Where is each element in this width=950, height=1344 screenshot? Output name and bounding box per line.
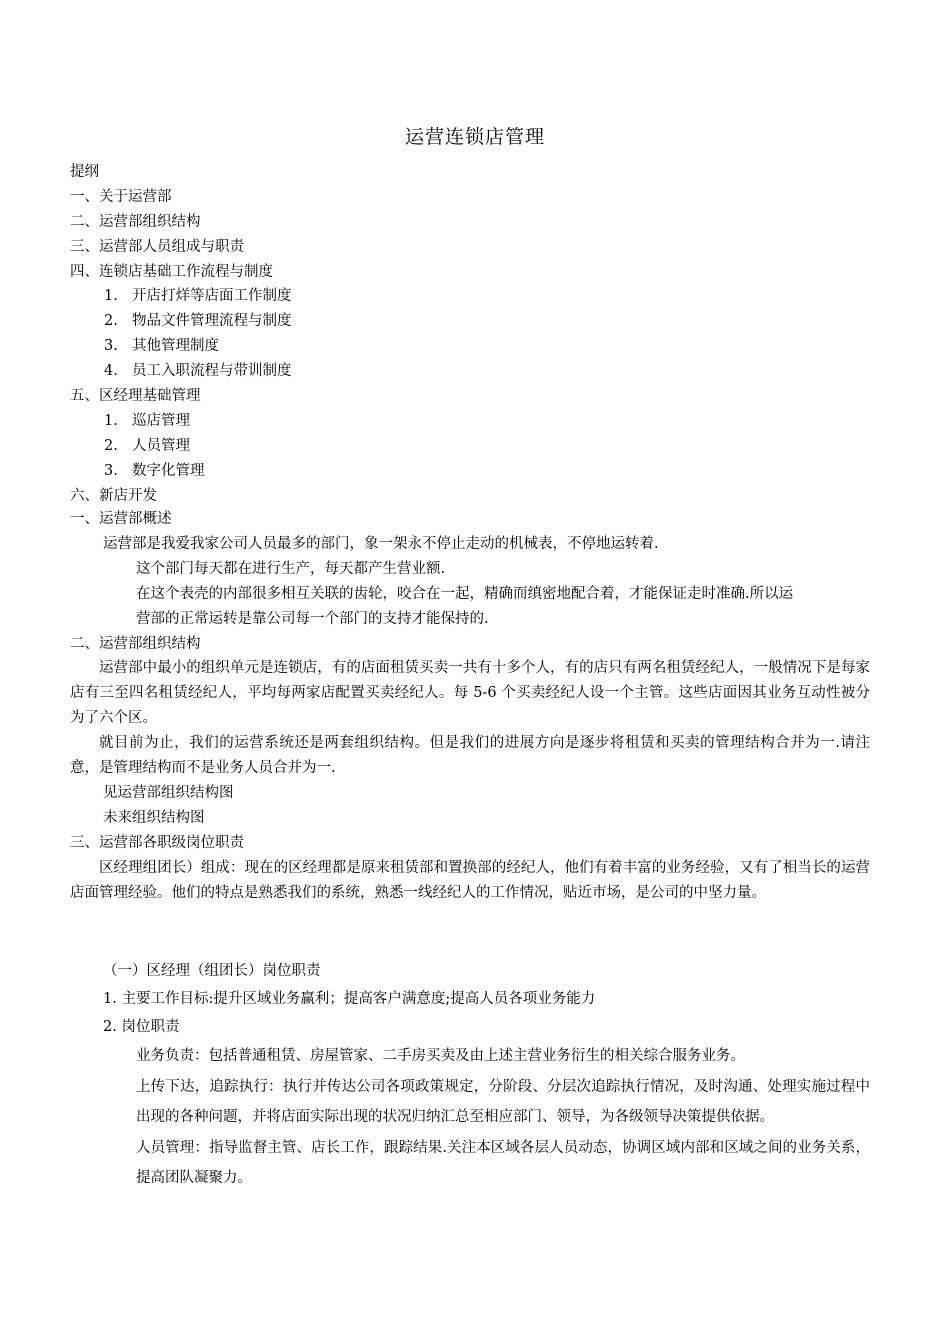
- duty-item: 上传下达，追踪执行：执行并传达公司各项政策规定，分阶段、分层次追踪执行情况，及时沟通、处理实施过程中出现的各种问题，并将店面实际出现的状况归纳汇总至相应部门、领导，为各级领导决策提供依据。: [136, 1078, 870, 1125]
- list-item: 1. 主要工作目标:提升区域业务赢利；提高客户满意度;提高人员各项业务能力: [103, 991, 596, 1007]
- duty-list: [70, 1041, 870, 1194]
- outline-subitem: 2. 物品文件管理流程与制度: [104, 313, 292, 330]
- paragraph: 就目前为止，我们的运营系统还是两套组织结构。但是我们的进展方向是逐步将租赁和买卖的管理结构合并为一.请注意，是管理结构而不是业务人员合并为一.: [70, 735, 870, 777]
- document-body: [70, 507, 870, 906]
- outline-item: 四、连锁店基础工作流程与制度: [70, 263, 273, 280]
- duty-item: 人员管理：指导监督主管、店长工作，跟踪结果.关注本区域各层人员动态，协调区域内部和区域之间的业务关系，提高团队凝聚力。: [136, 1139, 870, 1186]
- outline-item: 六、新店开发: [70, 487, 157, 504]
- outline-item: 二、运营部组织结构: [70, 213, 201, 230]
- outline-item: 五、区经理基础管理: [70, 388, 201, 405]
- outline-subitem: 4. 员工入职流程与带训制度: [104, 363, 292, 380]
- outline-subitem: 1. 巡店管理: [104, 412, 190, 429]
- outline: [70, 160, 870, 508]
- paragraph: 区经理组团长）组成：现在的区经理都是原来租赁部和置换部的经纪人，他们有着丰富的业务经验，又有了相当长的运营店面管理经验。他们的特点是熟悉我们的系统，熟悉一线经纪人的工作情况，贴近市场，是公司的中坚力量。: [70, 859, 870, 901]
- future-org-chart-reference: 未来组织结构图: [103, 809, 205, 826]
- outline-heading: 提纲: [70, 164, 99, 180]
- section-heading: 一、运营部概述: [70, 511, 172, 527]
- outline-subitem: 2. 人员管理: [104, 437, 190, 454]
- outline-item: 三、运营部人员组成与职责: [70, 238, 244, 255]
- sub-heading: （一）区经理（组团长）岗位职责: [103, 963, 321, 979]
- paragraph: 运营部中最小的组织单元是连锁店，有的店面租赁买卖一共有十多个人，有的店只有两名租赁经纪人，一般情况下是每家店有三至四名租赁经纪人，平均每两家店配置买卖经纪人。每 5-6 个买卖经纪人设一个主管。这些店面因其业务互动性被分为了六个区。: [70, 660, 870, 727]
- paragraph: 在这个表壳的内部很多相互关联的齿轮，咬合在一起，精确而缜密地配合着，才能保证走时准确.所以运: [136, 585, 794, 602]
- org-chart-reference: 见运营部组织结构图: [103, 784, 234, 801]
- document-title: 运营连锁店管理: [404, 126, 545, 148]
- outline-item: 一、关于运营部: [70, 188, 172, 205]
- duty-item: 业务负责：包括普通租赁、房屋管家、二手房买卖及由上述主营业务衍生的相关综合服务业务。: [136, 1048, 745, 1064]
- outline-subitem: 1. 开店打烊等店面工作制度: [104, 288, 292, 305]
- outline-subitem: 3. 数字化管理: [104, 462, 205, 479]
- paragraph: 这个部门每天都在进行生产，每天都产生营业额.: [136, 560, 446, 577]
- paragraph-continuation: 营部的正常运转是靠公司每一个部门的支持才能保持的.: [136, 610, 489, 627]
- paragraph: 运营部是我爱我家公司人员最多的部门，象一架永不停止走动的机械表，不停地运转着.: [103, 535, 659, 552]
- list-item: 2. 岗位职责: [103, 1019, 180, 1035]
- job-duties-section: [70, 957, 870, 1194]
- section-heading: 三、运营部各职级岗位职责: [70, 834, 244, 851]
- section-heading: 二、运营部组织结构: [70, 635, 201, 652]
- outline-subitem: 3. 其他管理制度: [104, 338, 219, 355]
